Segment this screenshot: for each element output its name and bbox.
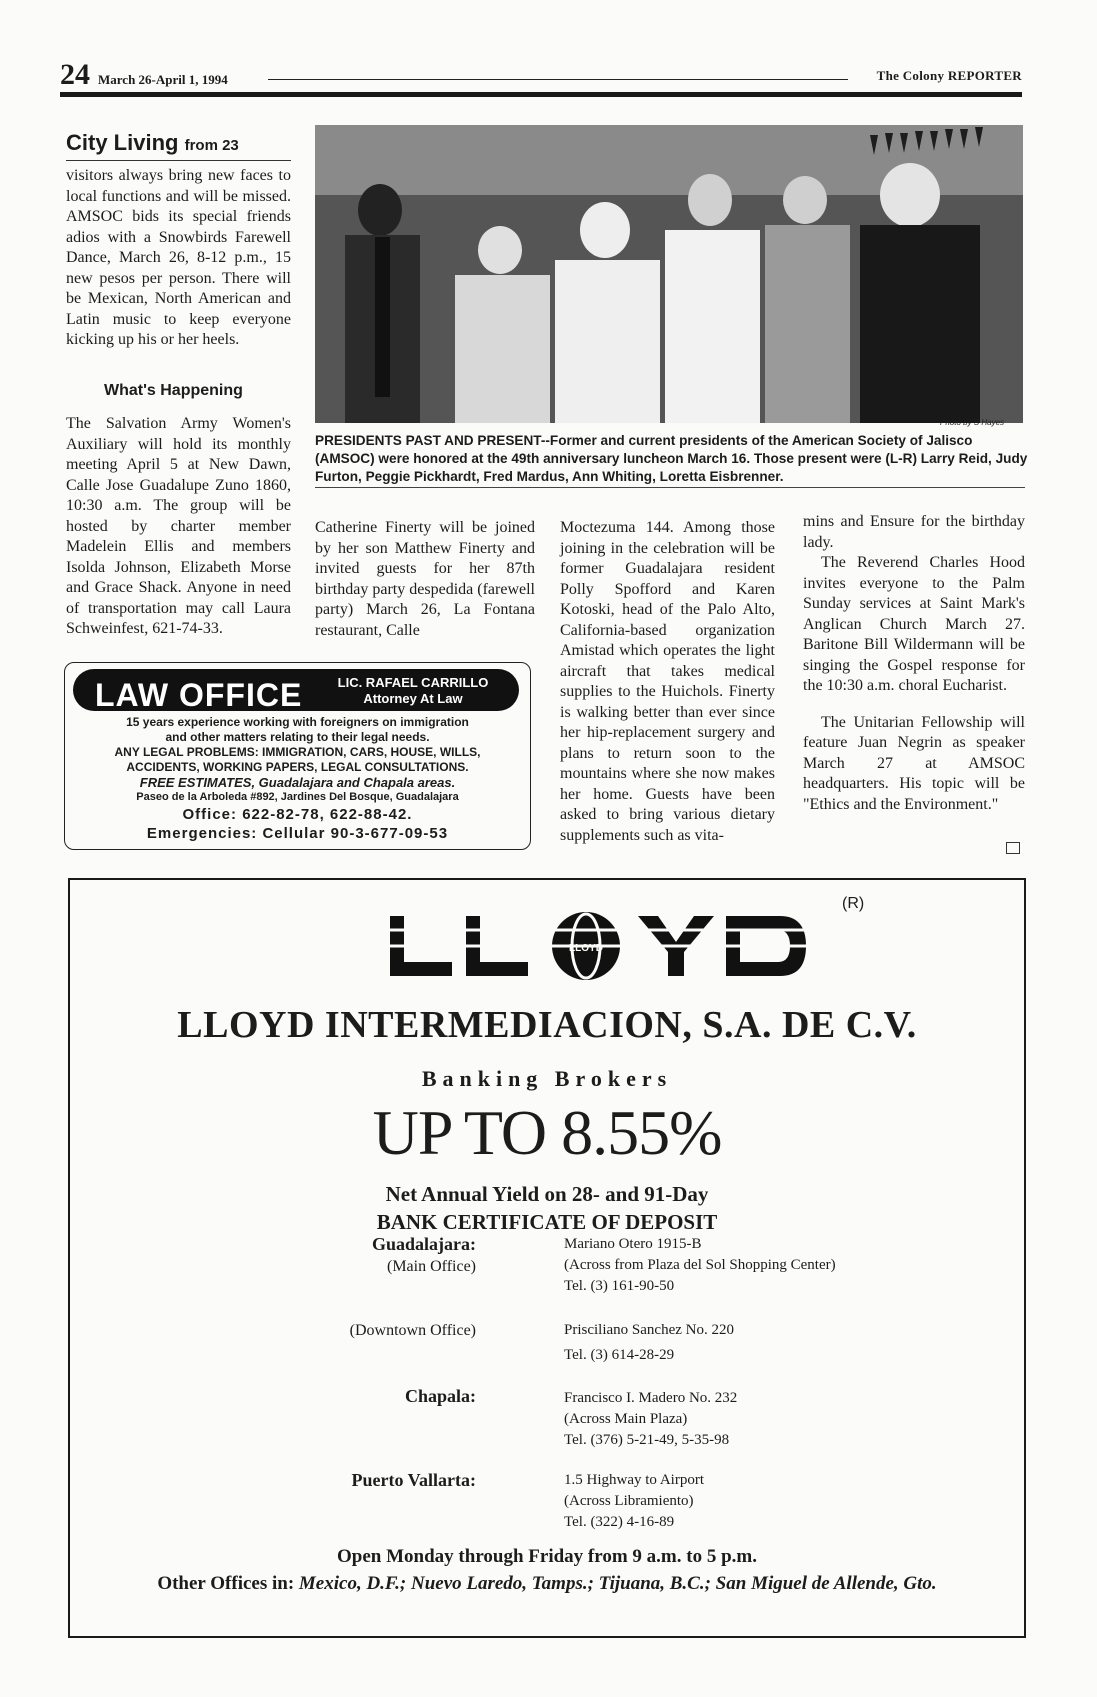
masthead-bar [60, 92, 1022, 97]
office-label-guadalajara: Guadalajara: [371, 1234, 476, 1254]
law-office-ad [64, 662, 531, 850]
office-line: Francisco I. Madero No. 232 [564, 1390, 738, 1406]
group-photo [315, 125, 1023, 423]
office-address-downtown [564, 1320, 734, 1366]
office-address-main [564, 1234, 836, 1297]
city-living-rule [66, 160, 291, 161]
law-emergency-phone: Emergencies: Cellular 90-3-677-09-53 [146, 825, 449, 842]
office-line: Tel. (376) 5-21-49, 5-35-98 [564, 1432, 730, 1448]
office-label-chapala: Chapala: [404, 1386, 476, 1406]
law-line-1: 15 years experience working with foreigners on immigration [126, 715, 469, 729]
lloyd-hours: Open Monday through Friday from 9 a.m. to 5 p.m. [337, 1546, 757, 1567]
lloyd-yield-line-1: Net Annual Yield on 28- and 91-Day [385, 1182, 709, 1206]
office-line: Tel. (3) 161-90-50 [564, 1278, 675, 1294]
office-line: (Across Libramiento) [564, 1493, 694, 1509]
end-mark [1006, 842, 1020, 854]
article-column-2 [560, 518, 775, 846]
article-col3-text-c: The Unitarian Fellowship will feature Juan Negrin as speaker March 27 at AMSOC headquarters. His topic will be "Ethics and the Environment." [803, 713, 1025, 813]
lloyd-other-offices [70, 1573, 1024, 1595]
registered-mark: (R) [842, 895, 865, 912]
office-line: Prisciliano Sanchez No. 220 [564, 1322, 734, 1338]
attorney-title: Attorney At Law [363, 691, 463, 706]
other-offices-list: Mexico, D.F.; Nuevo Laredo, Tamps.; Tijuana, B.C.; San Miguel de Allende, Gto. [298, 1573, 937, 1594]
lloyd-company-name: LLOYD INTERMEDIACION, S.A. DE C.V. [177, 1004, 917, 1046]
lloyd-rate: UP TO 8.55% [372, 1097, 722, 1168]
whats-happening-paragraph: The Salvation Army Women's Auxiliary will hold its monthly meeting April 5 at New Dawn, Calle Jose Guadalupe Zuno 1860, 10:30 a.m. The group will be hosted by charter member Madelein Ellis and members Isolda Johnson, Elizabeth Morse and Grace Shack. Anyone in need of transportation may call Laura Schweinfest, 621-74-33. [66, 415, 291, 637]
office-line: Mariano Otero 1915-B [564, 1236, 702, 1252]
lloyd-logo [390, 908, 810, 993]
law-line-2: and other matters relating to their legal needs. [165, 730, 430, 744]
lloyd-yield [70, 1180, 1024, 1236]
lloyd-logo-graphic [390, 908, 810, 988]
law-address: Paseo de la Arboleda #892, Jardines Del Bosque, Guadalajara [136, 791, 459, 803]
city-living-heading [66, 130, 239, 156]
law-line-3: ANY LEGAL PROBLEMS: IMMIGRATION, CARS, HOUSE, WILLS, [114, 745, 481, 759]
article-col1-text: Catherine Finerty will be joined by her son Matthew Finerty and invited guests for her 87th birthday party despedida (farewell party) March 26, La Fontana restaurant, Calle [315, 519, 535, 639]
photo-credit: Photo by S Hayes [940, 418, 1005, 427]
office-label-puerto-vallarta: Puerto Vallarta: [351, 1470, 476, 1490]
office-line: (Across from Plaza del Sol Shopping Center) [564, 1257, 836, 1273]
city-living-title: City Living [66, 130, 179, 155]
law-line-5: FREE ESTIMATES, Guadalajara and Chapala areas. [139, 775, 456, 790]
law-office-banner [73, 669, 519, 711]
lloyd-logo-text: LLOYD [569, 943, 603, 954]
law-line-4: ACCIDENTS, WORKING PAPERS, LEGAL CONSULTATIONS. [126, 760, 469, 774]
issue-date: March 26-April 1, 1994 [98, 72, 228, 87]
lloyd-subtitle: Banking Brokers [421, 1066, 673, 1091]
city-living-continued: from 23 [184, 137, 239, 154]
office-address-vallarta [564, 1470, 704, 1533]
office-line: Tel. (3) 614-28-29 [564, 1347, 675, 1363]
article-column-1 [315, 518, 535, 641]
law-office-body [65, 715, 530, 843]
whats-happening-heading: What's Happening [104, 382, 243, 399]
attorney-name: LIC. RAFAEL CARRILLO [337, 675, 489, 690]
law-office-title: LAW OFFICE [95, 677, 303, 713]
lloyd-ad [68, 878, 1026, 1638]
attorney-block [313, 675, 513, 707]
city-living-paragraph: visitors always bring new faces to local functions and will be missed. AMSOC bids its special friends adios with a Snowbirds Farewell Dance, March 26, 8-12 p.m., 15 new pesos per person. There will be Mexican, North American and Latin music to keep everyone kicking up his or her heels. [66, 167, 291, 348]
photo-caption: PRESIDENTS PAST AND PRESENT--Former and current presidents of the American Society of Jalisco (AMSOC) were honored at the 49th anniversary luncheon March 16. Those present were (L-R) Larry Reid, Judy Furton, Peggie Pickhardt, Fred Mardus, Ann Whiting, Loretta Eisbrenner. [315, 433, 1028, 484]
photo-illustration [315, 125, 1023, 423]
whats-happening-text [66, 414, 291, 640]
caption-rule [315, 487, 1025, 488]
article-col2-text: Moctezuma 144. Among those joining in the celebration will be former Guadalajara resident Polly Spofford and Karen Kotoski, head of the Palo Alto, California-based organization Amistad which operates the light aircraft that takes medical supplies to the Huichols. Finerty is walking better than ever since her hip-replacement surgery and plans to return soon to the mountains where she now makes her home. Guests have been asked to bring various dietary supplements such as vita- [560, 519, 775, 844]
newspaper-name: The Colony REPORTER [876, 68, 1022, 83]
office-sub-downtown: (Downtown Office) [349, 1322, 476, 1339]
page-number: 24 [60, 58, 90, 91]
registered-letter: R [847, 895, 859, 912]
city-living-text [66, 166, 291, 351]
article-col3-text-b: The Reverend Charles Hood invites everyone to the Palm Sunday services at Saint Mark's Anglican Church March 27. Baritone Bill Wildermann will be singing the Gospel response for the 10:30 a.m. choral Eucharist. [803, 554, 1025, 694]
office-address-chapala [564, 1388, 737, 1451]
lloyd-yield-line-2: BANK CERTIFICATE OF DEPOSIT [376, 1210, 718, 1234]
office-line: Tel. (322) 4-16-89 [564, 1514, 675, 1530]
office-sub-main: (Main Office) [387, 1258, 476, 1275]
office-line: (Across Main Plaza) [564, 1411, 688, 1427]
law-office-phone: Office: 622-82-78, 622-88-42. [182, 806, 413, 823]
other-offices-label: Other Offices in: [157, 1573, 295, 1594]
office-line: 1.5 Highway to Airport [564, 1472, 704, 1488]
masthead-rule [268, 79, 848, 80]
article-col3-text-a: mins and Ensure for the birthday lady. [803, 513, 1025, 551]
article-column-3 [803, 512, 1025, 815]
